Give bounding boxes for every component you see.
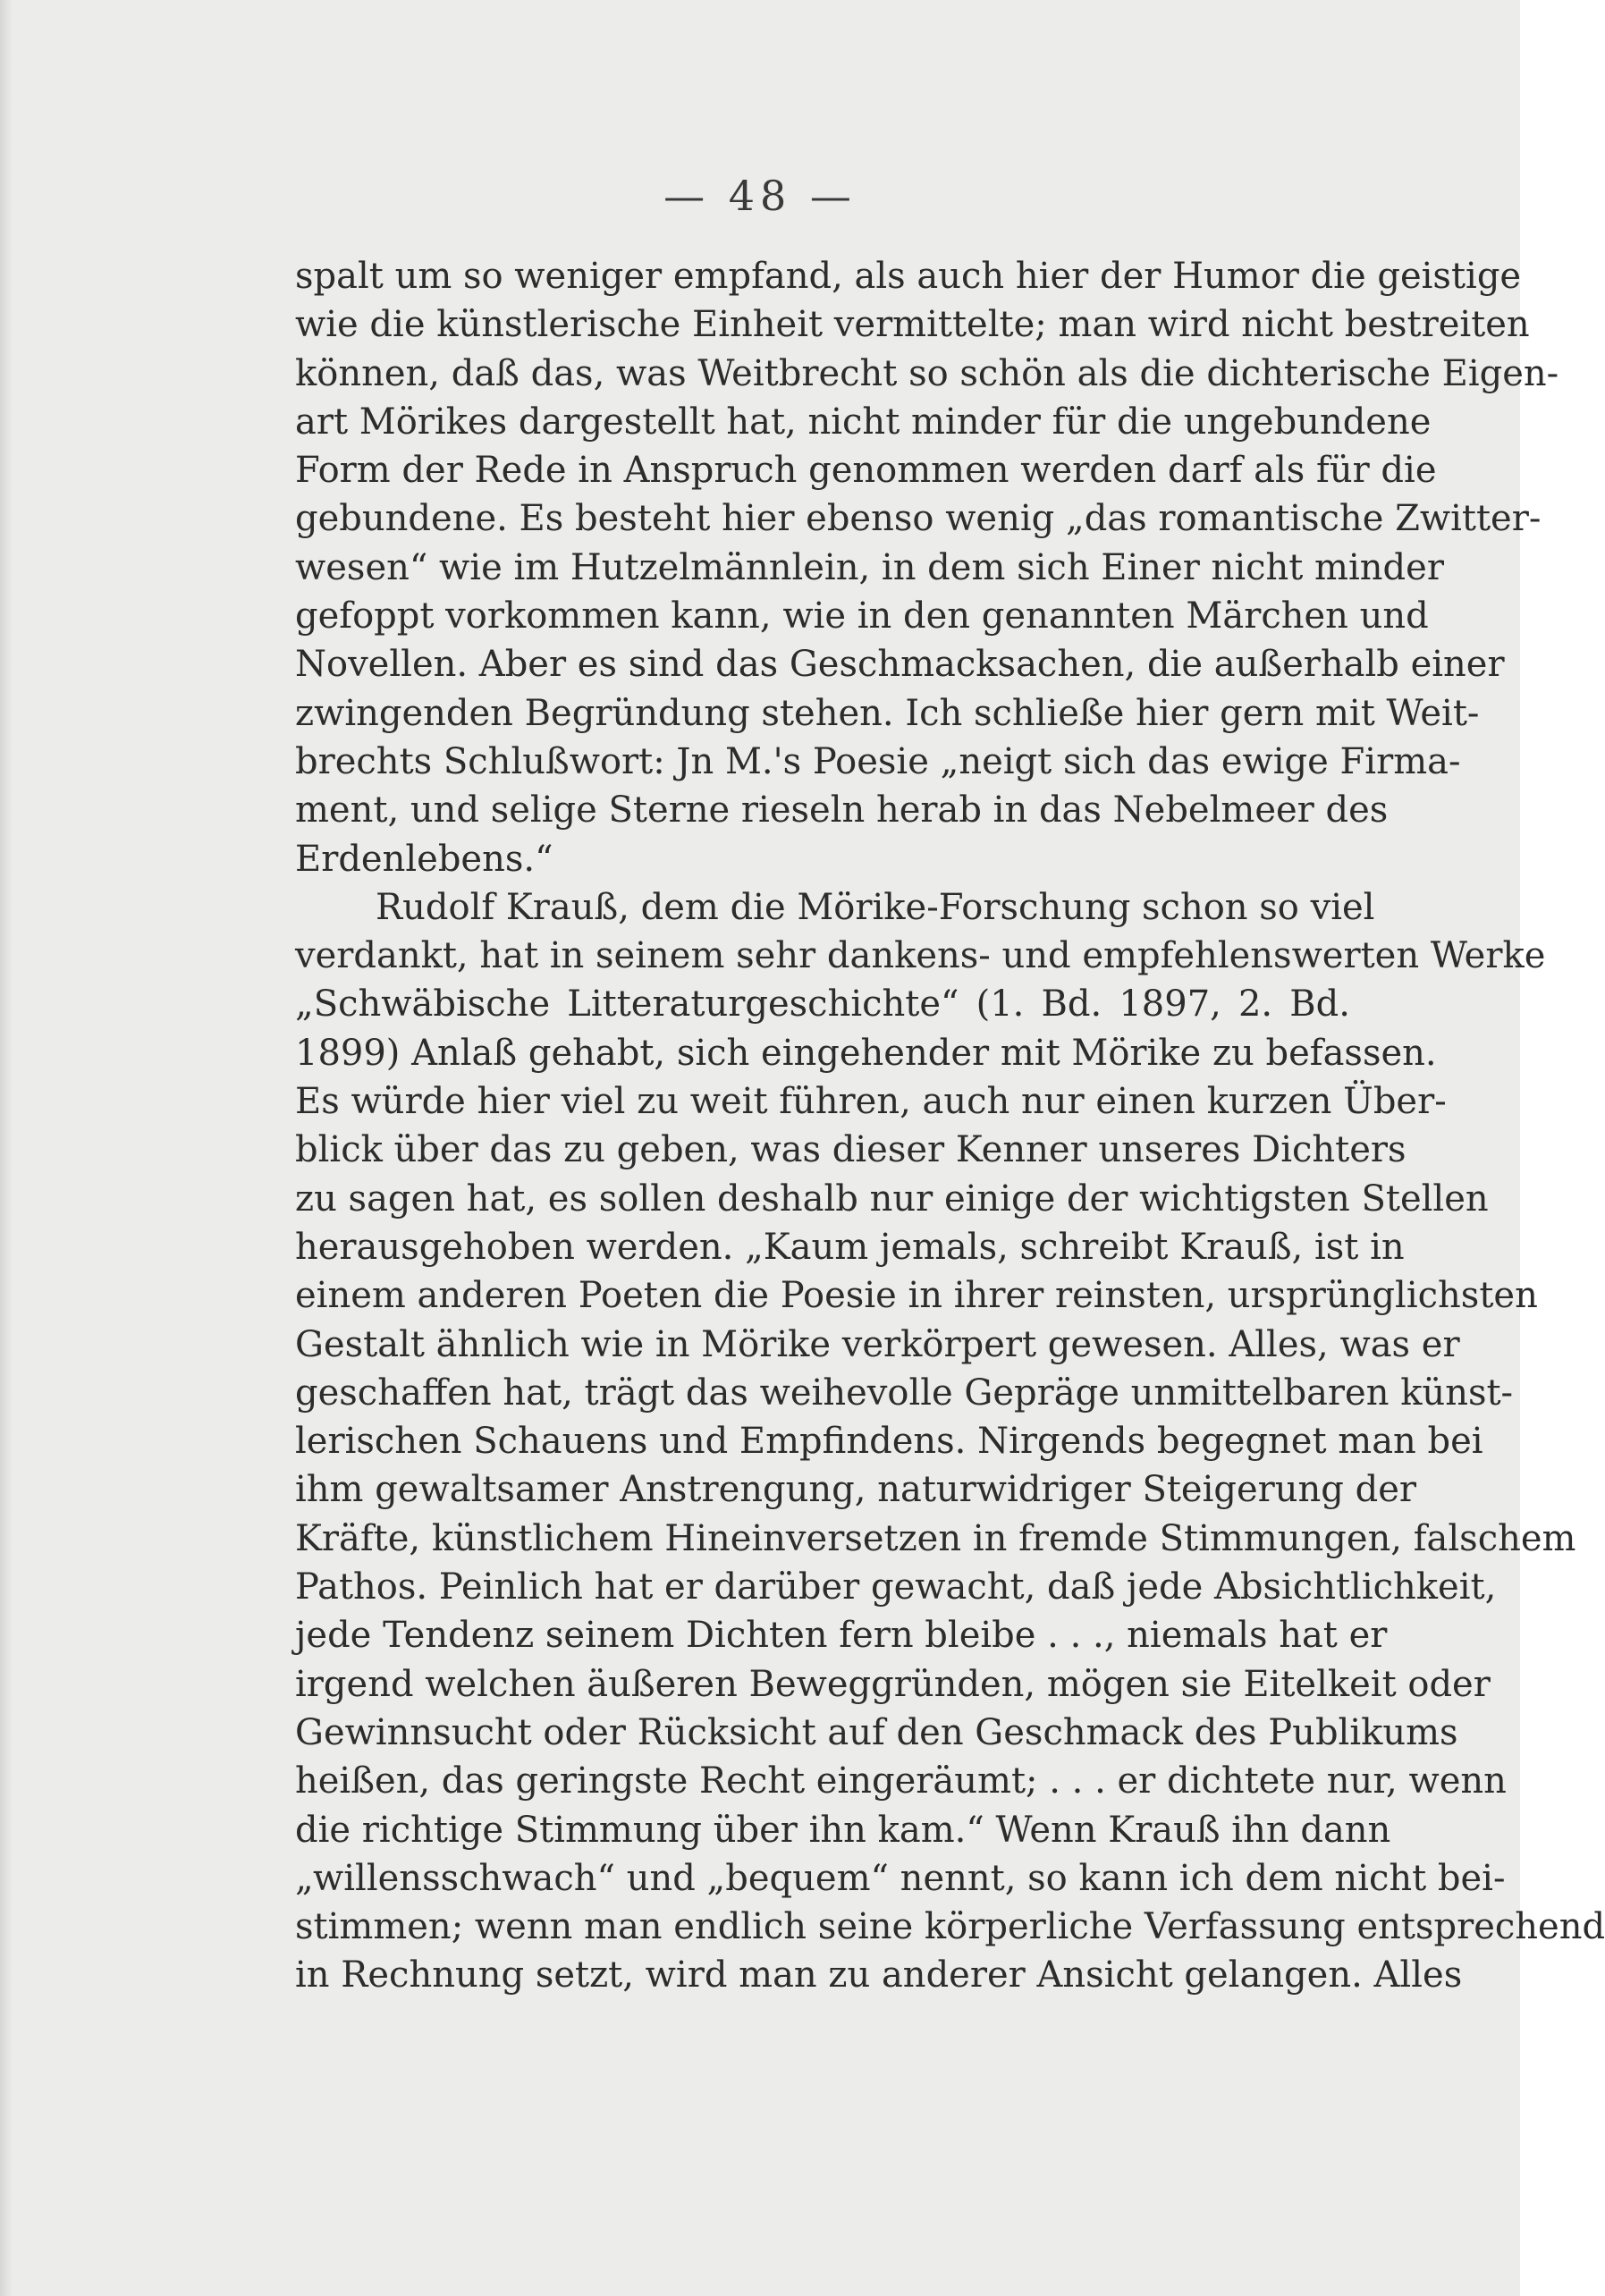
text-line: blick über das zu geben, was dieser Kenner unseres Dichters <box>295 1129 1406 1171</box>
text-line: Erdenlebens.“ <box>295 838 553 880</box>
text-line: irgend welchen äußeren Beweggründen, mögen sie Eitelkeit oder <box>295 1663 1491 1705</box>
text-line: zu sagen hat, es sollen deshalb nur einige der wichtigsten Stellen <box>295 1178 1489 1220</box>
text-line: gefoppt vorkommen kann, wie in den genannten Märchen und <box>295 595 1429 637</box>
text-line: 1899) Anlaß gehabt, sich eingehender mit Mörike zu befassen. <box>295 1032 1437 1074</box>
text-line: Gewinnsucht oder Rücksicht auf den Geschmack des Publikums <box>295 1711 1458 1753</box>
text-line: Form der Rede in Anspruch genommen werden darf als für die <box>295 450 1437 492</box>
text-line: können, daß das, was Weitbrecht so schön als die dichterische Eigen- <box>295 352 1559 394</box>
text-line: einem anderen Poeten die Poesie in ihrer reinsten, ursprünglichsten <box>295 1275 1538 1317</box>
text-line: Es würde hier viel zu weit führen, auch nur einen kurzen Über- <box>295 1081 1447 1123</box>
text-line: Kräfte, künstlichem Hineinversetzen in fremde Stimmungen, falschem <box>295 1517 1576 1559</box>
text-line: „Schwäbische Litteraturgeschichte“ (1. Bd. 1897, 2. Bd. <box>295 983 1350 1026</box>
text-line: zwingenden Begründung stehen. Ich schließe hier gern mit Weit- <box>295 692 1480 734</box>
text-line: ihm gewaltsamer Anstrengung, naturwidriger Steigerung der <box>295 1469 1417 1511</box>
text-line: wie die künstlerische Einheit vermittelte; man wird nicht bestreiten <box>295 304 1530 346</box>
page-edge-shadow <box>0 0 13 2296</box>
text-line: in Rechnung setzt, wird man zu anderer Ansicht gelangen. Alles <box>295 1954 1463 1996</box>
text-line: Gestalt ähnlich wie in Mörike verkörpert gewesen. Alles, was er <box>295 1323 1460 1365</box>
text-line: jede Tendenz seinem Dichten fern bleibe . . ., niemals hat er <box>295 1615 1388 1657</box>
text-line: „willensschwach“ und „bequem“ nennt, so kann ich dem nicht bei- <box>295 1857 1506 1899</box>
text-line: Novellen. Aber es sind das Geschmacksachen, die außerhalb einer <box>295 644 1505 686</box>
text-line: lerischen Schauens und Empfindens. Nirgends begegnet man bei <box>295 1421 1483 1463</box>
text-line: brechts Schlußwort: Jn M.'s Poesie „neigt sich das ewige Firma- <box>295 740 1461 782</box>
page-number: — 48 — <box>663 172 857 220</box>
text-line: stimmen; wenn man endlich seine körperliche Verfassung entsprechend <box>295 1906 1605 1948</box>
text-line: gebundene. Es besteht hier ebenso wenig „das romantische Zwitter- <box>295 498 1542 540</box>
text-line: herausgehoben werden. „Kaum jemals, schreibt Krauß, ist in <box>295 1226 1405 1268</box>
text-line: Rudolf Krauß, dem die Mörike-Forschung schon so viel <box>376 886 1375 928</box>
text-line: wesen“ wie im Hutzelmännlein, in dem sich Einer nicht minder <box>295 546 1444 588</box>
text-line: heißen, das geringste Recht eingeräumt; . . . er dichtete nur, wenn <box>295 1760 1507 1802</box>
text-line: verdankt, hat in seinem sehr dankens- und empfehlenswerten Werke <box>295 935 1546 977</box>
text-line: ment, und selige Sterne rieseln herab in das Nebelmeer des <box>295 789 1389 831</box>
body-text <box>295 252 1605 2000</box>
text-line: art Mörikes dargestellt hat, nicht minder für die ungebundene <box>295 401 1432 443</box>
text-line: die richtige Stimmung über ihn kam.“ Wenn Krauß ihn dann <box>295 1809 1391 1851</box>
text-line: spalt um so weniger empfand, als auch hier der Humor die geistige <box>295 256 1522 297</box>
text-line: Pathos. Peinlich hat er darüber gewacht, daß jede Absichtlichkeit, <box>295 1566 1497 1608</box>
text-line: geschaffen hat, trägt das weihevolle Gepräge unmittelbaren künst- <box>295 1372 1514 1414</box>
